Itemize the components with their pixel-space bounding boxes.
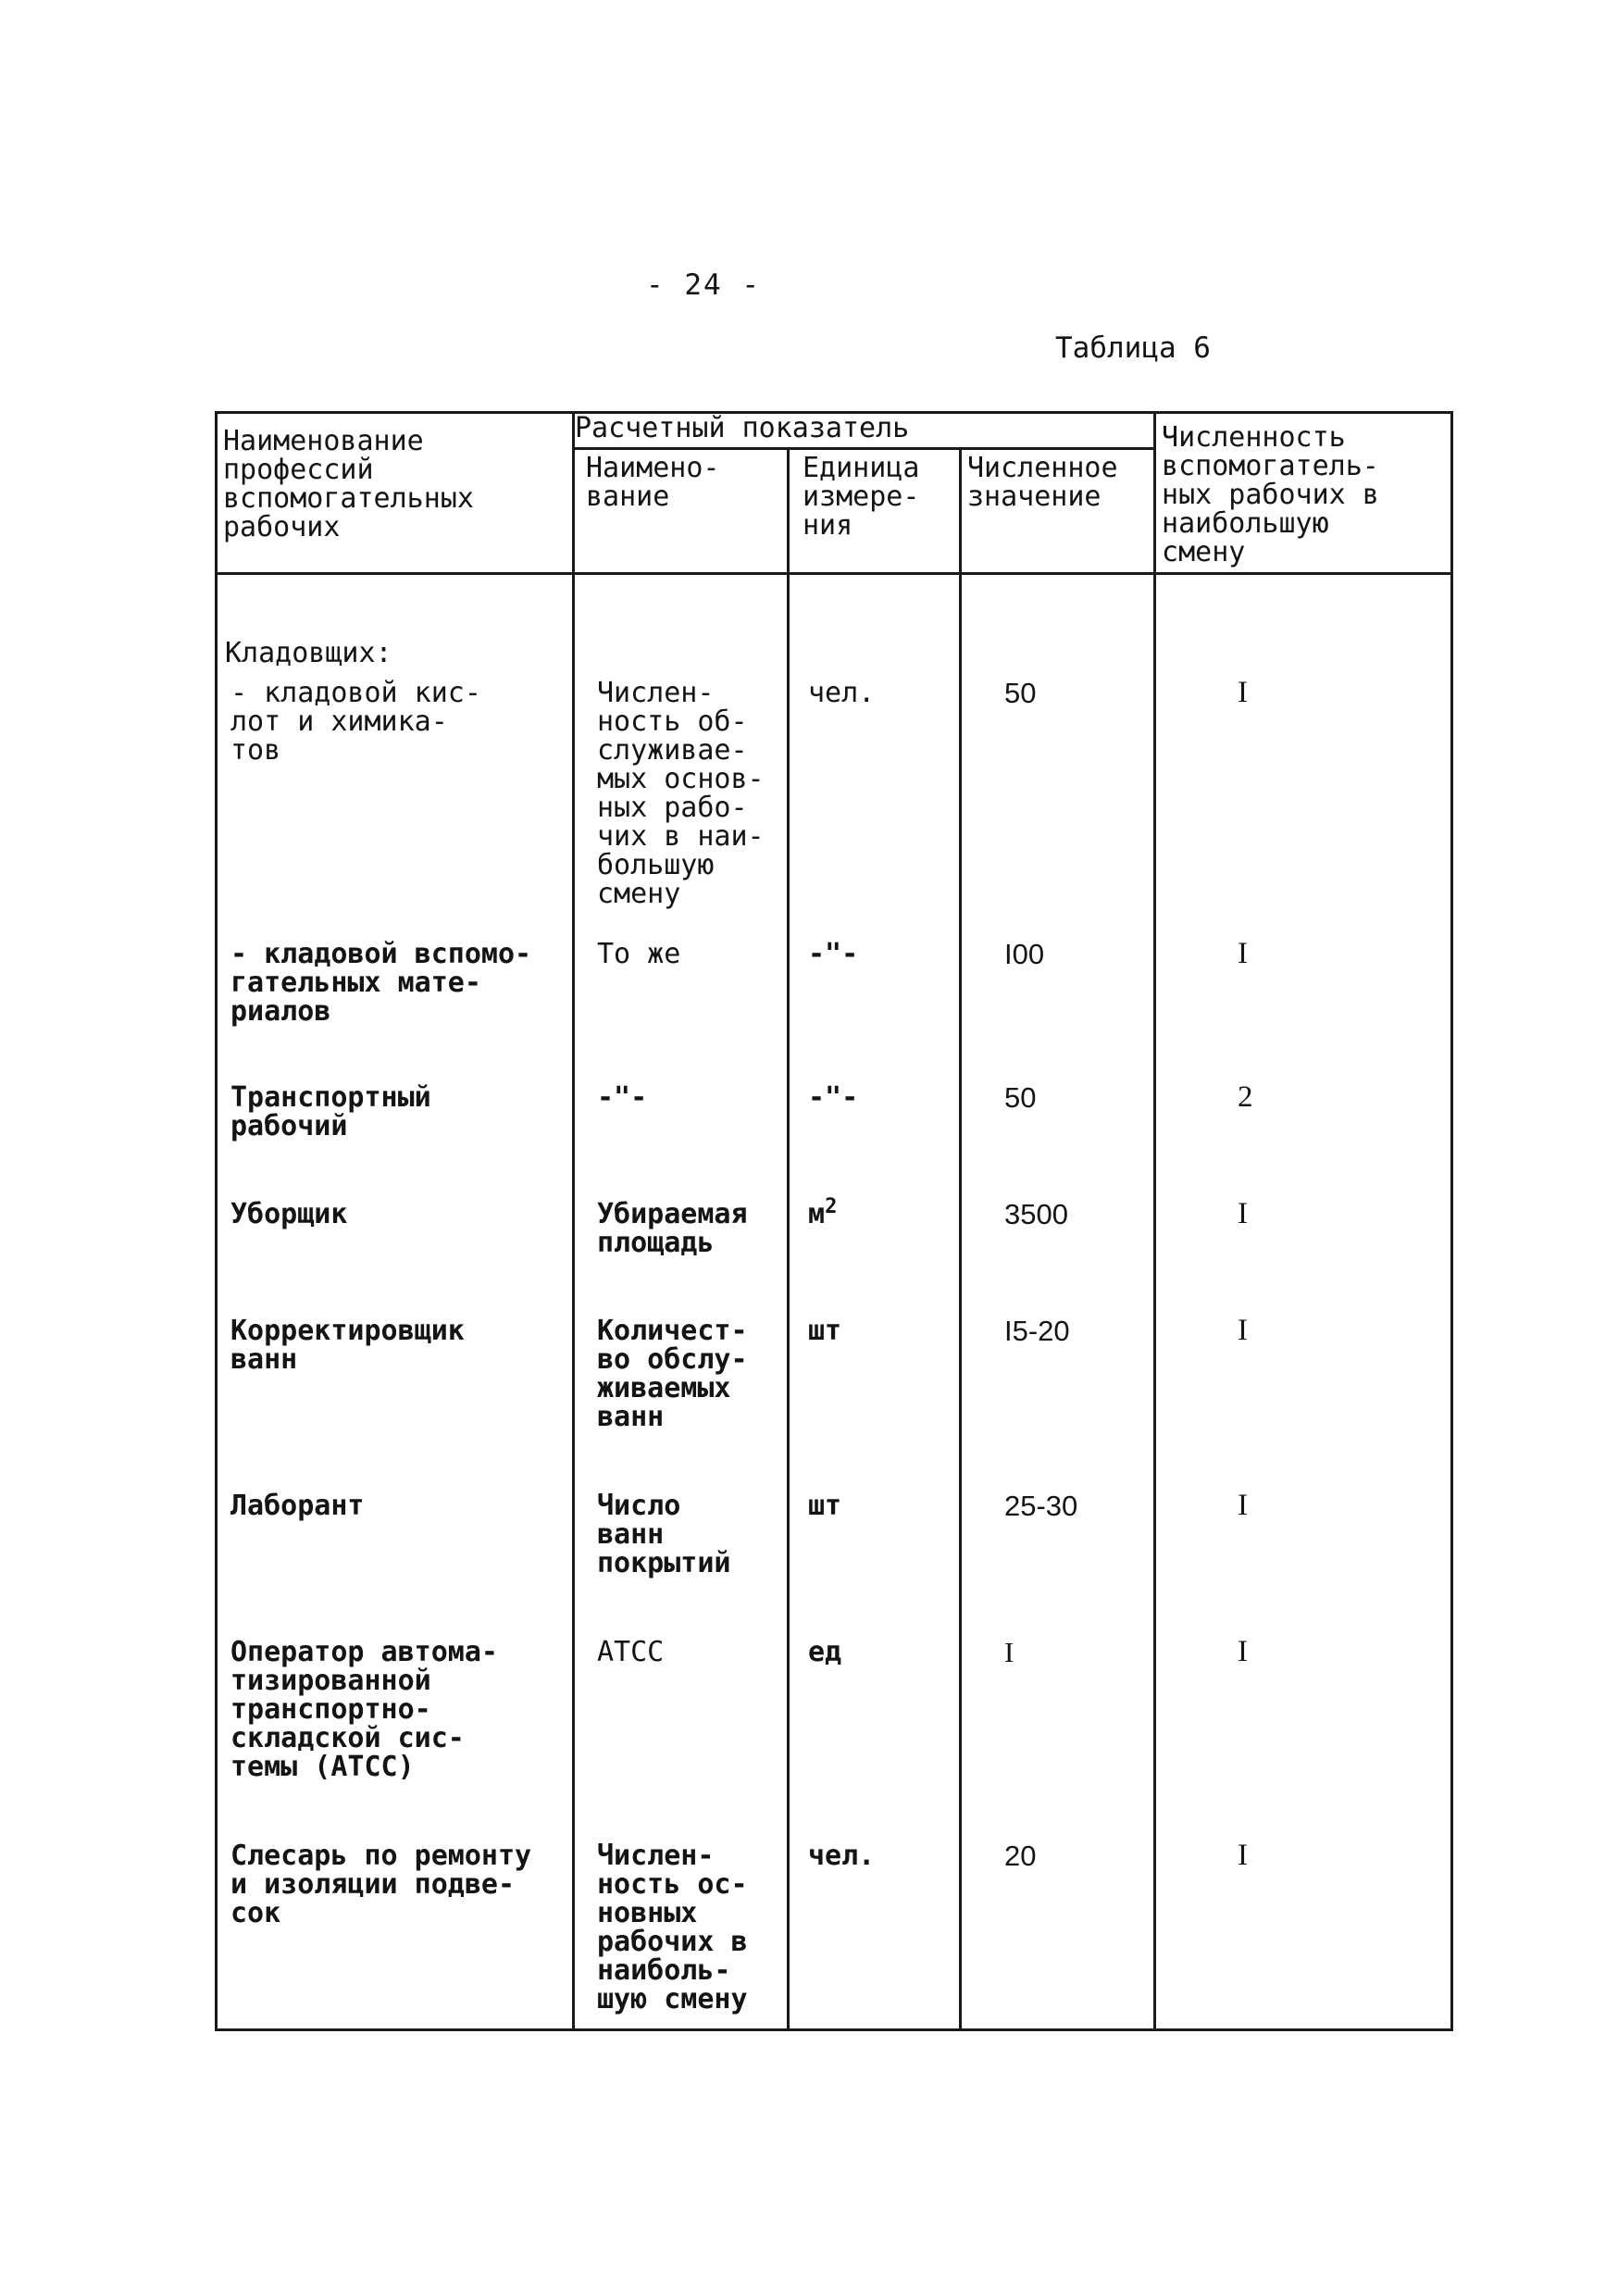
param-value: 50	[1004, 1081, 1037, 1114]
header-count: Численность вспомогатель- ных рабочих в наибольшую смену	[1155, 413, 1452, 574]
param-name: То же	[597, 938, 681, 970]
profession-name: - кладовой кис- лот и химика- тов	[230, 677, 481, 767]
profession-name: Лаборант	[230, 1490, 365, 1522]
table-row	[217, 679, 1452, 940]
table-row	[217, 1083, 1452, 1200]
worker-count: I	[1238, 1197, 1249, 1230]
profession-name: Слесарь по ремонту и изоляции подве- сок	[230, 1840, 532, 1929]
table-row	[217, 940, 1452, 1083]
param-unit: шт	[808, 1490, 842, 1522]
param-value: I00	[1004, 938, 1045, 970]
profession-name: - кладовой вспомо- гательных мате- риалов	[230, 938, 532, 1028]
group-label: Кладовщих:	[225, 637, 392, 669]
param-value: 50	[1004, 677, 1037, 709]
param-name: Количест- во обслу- живаемых ванн	[597, 1315, 748, 1433]
table-row	[217, 1638, 1452, 1841]
table-row	[217, 1841, 1452, 2030]
table-caption: Таблица 6	[1055, 331, 1211, 365]
param-value: I5-20	[1004, 1315, 1070, 1347]
staffing-table	[215, 411, 1453, 2031]
profession-name: Оператор автома- тизированной транспортно- складской сис- темы (АТСС)	[230, 1636, 498, 1783]
table-row	[217, 1491, 1452, 1638]
worker-count: I	[1238, 1314, 1249, 1347]
header-param-value: Численное значение	[961, 449, 1155, 574]
param-name: АТСС	[597, 1636, 665, 1668]
param-value: 20	[1004, 1840, 1037, 1872]
param-name: -"-	[597, 1081, 648, 1114]
header-profession: Наименование профессий вспомогательных рабочих	[217, 413, 574, 574]
param-name: Убираемая площадь	[597, 1198, 748, 1259]
worker-count: I	[1238, 676, 1249, 709]
header-param-name: Наимено- вание	[574, 449, 789, 574]
param-unit: чел.	[808, 1840, 876, 1872]
profession-name: Транспортный рабочий	[230, 1081, 431, 1142]
param-unit: шт	[808, 1315, 842, 1347]
param-unit: чел.	[808, 677, 876, 709]
page-number: - 24 -	[646, 268, 761, 302]
param-unit: -"-	[808, 1081, 859, 1114]
table-group-row	[217, 574, 1452, 680]
profession-name: Корректировщик ванн	[230, 1315, 465, 1376]
header-calc-indicator: Расчетный показатель	[574, 413, 1155, 449]
staffing-table-container	[215, 411, 1450, 2031]
param-value: I	[1004, 1636, 1014, 1668]
param-name: Число ванн покрытий	[597, 1490, 731, 1579]
worker-count: I	[1238, 1839, 1249, 1872]
param-name: Числен- ность об- служивае- мых основ- ных рабо- чих в наи- большую смену	[597, 677, 765, 910]
table-row	[217, 1200, 1452, 1316]
profession-name: Уборщик	[230, 1198, 348, 1230]
worker-count: I	[1238, 937, 1249, 970]
worker-count: I	[1238, 1635, 1249, 1668]
header-param-unit: Единица измере- ния	[789, 449, 961, 574]
param-unit: ед	[808, 1636, 842, 1668]
unit-text: м	[808, 1198, 826, 1230]
param-value: 3500	[1004, 1198, 1068, 1230]
worker-count: 2	[1238, 1080, 1253, 1114]
table-row	[217, 1316, 1452, 1491]
param-unit: -"-	[808, 938, 859, 970]
unit-superscript: 2	[825, 1195, 838, 1218]
param-name: Числен- ность ос- новных рабочих в наиболь- шую смену	[597, 1840, 748, 2015]
param-value: 25-30	[1004, 1490, 1078, 1522]
param-unit	[790, 1195, 959, 1230]
worker-count: I	[1238, 1489, 1249, 1522]
